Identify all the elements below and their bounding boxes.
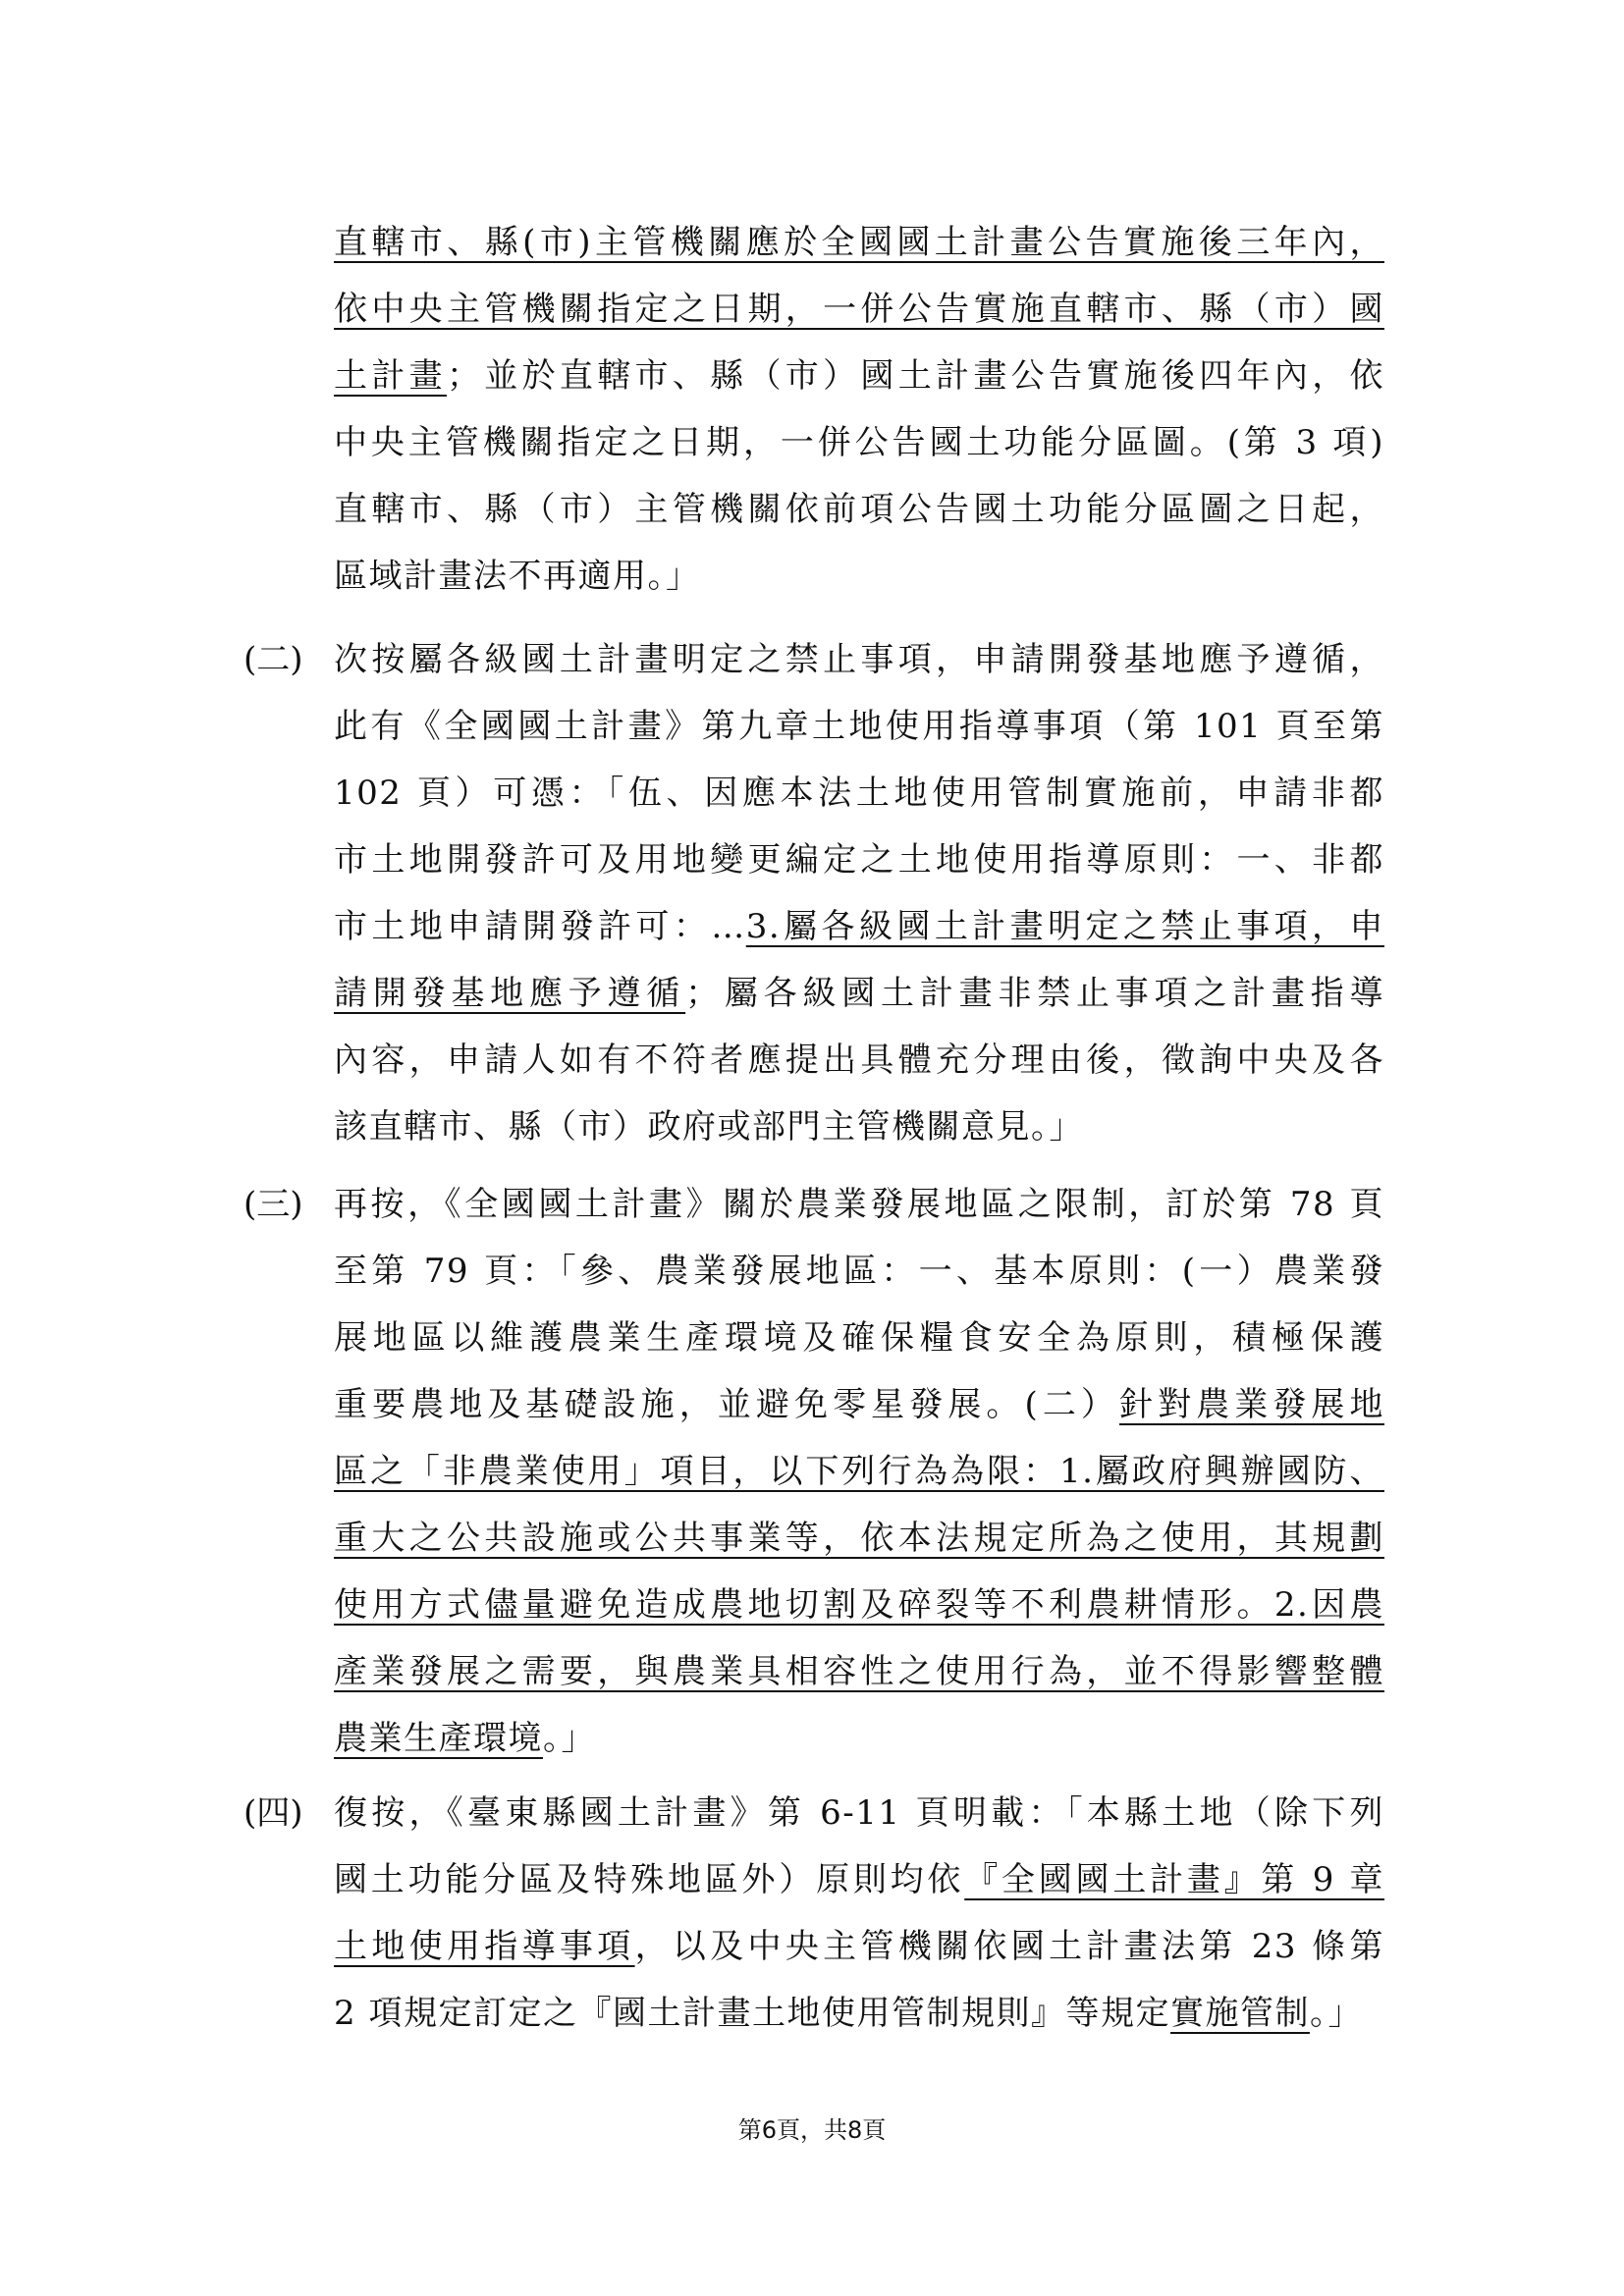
text-segment: 。」 <box>543 1719 596 1758</box>
underlined-text: 農業生產環境 <box>334 1719 543 1758</box>
text-segment: 2 項規定訂定之『國土計畫土地使用管制規則』等規定 <box>334 1994 1170 2033</box>
text-line <box>334 695 1384 758</box>
underlined-text: 區之「非農業使用」項目，以下列行為為限：1.屬政府興辦國防、 <box>334 1452 1384 1491</box>
text-line <box>334 1095 1384 1158</box>
text-segment: 中央主管機關指定之日期，一併公告國土功能分區圖。(第 3 項) <box>334 423 1384 462</box>
text-segment: 。」 <box>1309 1994 1363 2033</box>
text-segment: 重要農地及基礎設施，並避免零星發展。(二） <box>334 1385 1120 1424</box>
text-segment: 至第 79 頁：「參、農業發展地區：一、基本原則：(一）農業發 <box>334 1252 1384 1291</box>
text-line <box>334 962 1384 1025</box>
underlined-text: 依中央主管機關指定之日期，一併公告實施直轄市、縣（市）國 <box>334 290 1384 329</box>
text-segment: 國土功能分區及特殊地區外）原則均依 <box>334 1860 965 1899</box>
text-segment: 展地區以維護農業生產環境及確保糧食安全為原則，積極保護 <box>334 1318 1384 1358</box>
text-segment: 內容，申請人如有不符者應提出具體充分理由後，徵詢中央及各 <box>334 1041 1384 1080</box>
page-footer: 第6頁，共8頁 <box>737 2116 887 2144</box>
text-line <box>334 1640 1384 1703</box>
underlined-text: 針對農業發展地 <box>1119 1385 1385 1424</box>
underlined-text: 使用方式儘量避免造成農地切割及碎裂等不利農耕情形。2.因農 <box>334 1585 1384 1625</box>
text-line <box>334 1782 1384 1844</box>
paragraph-marker: (四) <box>244 1793 303 1833</box>
text-segment: 該直轄市、縣（市）政府或部門主管機關意見。」 <box>334 1107 1084 1147</box>
text-line <box>334 762 1384 825</box>
text-line <box>334 1440 1384 1503</box>
underlined-text: 『全國國土計畫』第 9 章 <box>964 1860 1385 1899</box>
text-line <box>334 1574 1384 1636</box>
underlined-text: 土地使用指導事項 <box>334 1927 635 1966</box>
text-segment: ；並於直轄市、縣（市）國土計畫公告實施後四年內，依 <box>446 356 1385 396</box>
text-segment: 區域計畫法不再適用。」 <box>334 557 701 596</box>
text-segment: ，以及中央主管機關依國土計畫法第 23 條第 <box>634 1927 1384 1966</box>
text-line <box>334 1240 1384 1303</box>
text-line <box>334 1707 1384 1770</box>
text-line <box>334 1373 1384 1436</box>
paragraph-marker: (二) <box>244 640 303 679</box>
text-segment: 復按，《臺東縣國土計畫》第 6-11 頁明載：「本縣土地（除下列 <box>334 1793 1384 1833</box>
underlined-text: 請開發基地應予遵循 <box>334 974 686 1013</box>
text-line <box>334 1307 1384 1369</box>
text-segment: 再按，《全國國土計畫》關於農業發展地區之限制，訂於第 78 頁 <box>334 1185 1384 1224</box>
text-line <box>334 478 1384 541</box>
underlined-text: 土計畫 <box>334 356 447 396</box>
text-segment: ；屬各級國土計畫非禁止事項之計畫指導 <box>685 974 1385 1013</box>
underlined-text: 產業發展之需要，與農業具相容性之使用行為，並不得影響整體 <box>334 1652 1384 1691</box>
text-line <box>334 628 1384 691</box>
text-line <box>334 1173 1384 1236</box>
underlined-text: 直轄市、縣(市)主管機關應於全國國土計畫公告實施後三年內， <box>334 223 1384 262</box>
text-line <box>334 411 1384 474</box>
text-line <box>334 1029 1384 1092</box>
text-segment: 次按屬各級國土計畫明定之禁止事項，申請開發基地應予遵循， <box>334 640 1384 679</box>
text-line <box>334 278 1384 341</box>
text-segment: 市土地開發許可及用地變更編定之土地使用指導原則：一、非都 <box>334 840 1384 880</box>
text-line <box>334 895 1384 958</box>
paragraph-marker: (三) <box>244 1185 303 1224</box>
text-line <box>334 1507 1384 1570</box>
underlined-text: 實施管制 <box>1169 1994 1310 2033</box>
text-line <box>334 1848 1384 1911</box>
text-line <box>334 1982 1384 2045</box>
text-line <box>334 1915 1384 1978</box>
text-line <box>334 828 1384 891</box>
text-segment: 市土地申請開發許可：… <box>334 907 746 946</box>
text-line <box>334 211 1384 274</box>
underlined-text: 重大之公共設施或公共事業等，依本法規定所為之使用，其規劃 <box>334 1519 1384 1558</box>
text-segment: 直轄市、縣（市）主管機關依前項公告國土功能分區圖之日起， <box>334 490 1384 529</box>
text-line <box>334 345 1384 407</box>
text-line <box>334 545 1384 608</box>
text-segment: 此有《全國國土計畫》第九章土地使用指導事項（第 101 頁至第 <box>334 707 1384 746</box>
underlined-text: 3.屬各級國土計畫明定之禁止事項，申 <box>745 907 1384 946</box>
text-segment: 102 頁）可憑：「伍、因應本法土地使用管制實施前，申請非都 <box>334 774 1384 813</box>
